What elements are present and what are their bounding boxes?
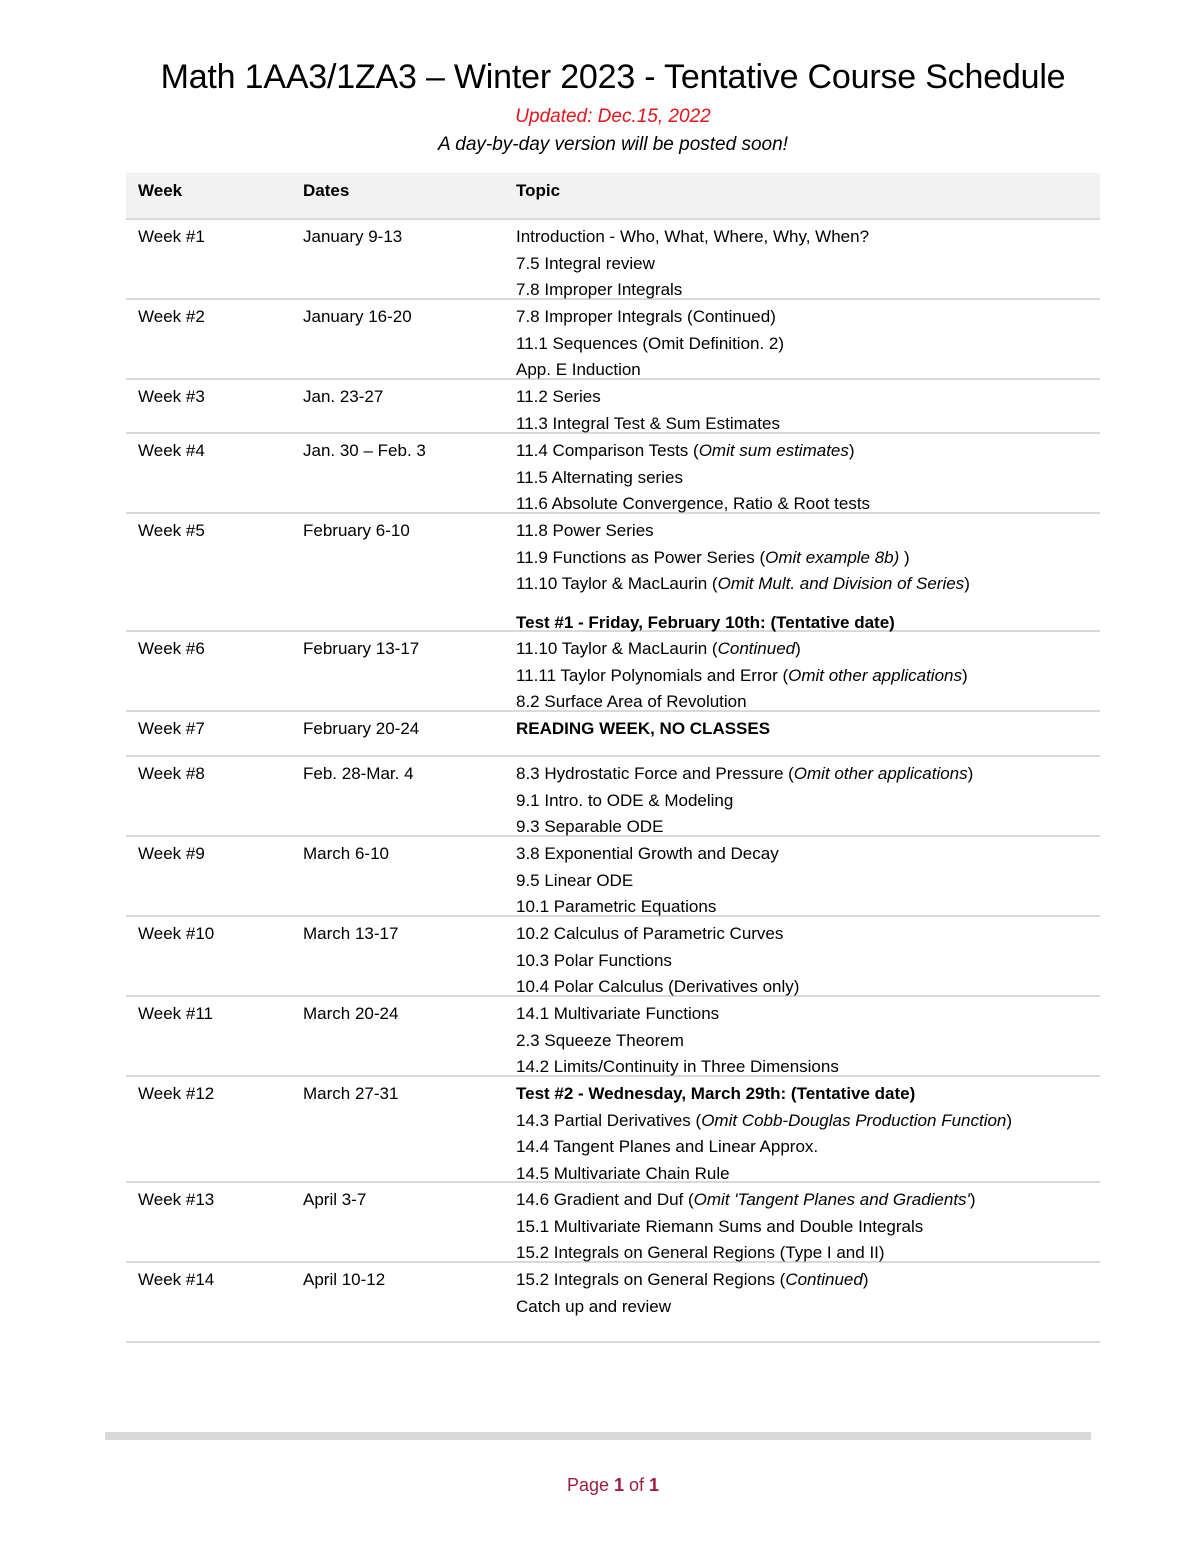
topic-text: 10.1 Parametric Equations [516,897,717,916]
topic-line [516,304,1100,331]
topic-text: 11.2 Series [516,387,601,406]
topic-text: 7.8 Improper Integrals (Continued) [516,307,776,326]
topic-text: 15.2 Integrals on General Regions (Type I and II) [516,1243,885,1262]
topic-cell [516,632,1100,710]
topic-text: 11.10 Taylor & MacLaurin ( [516,574,718,593]
topic-text: Catch up and review [516,1296,671,1316]
week-cell: Week #11 [138,1004,213,1023]
topic-text-suffix: ) [962,665,968,685]
dates-cell: January 16-20 [303,307,412,326]
week-cell: Week #14 [138,1270,215,1289]
dates-cell: Jan. 23-27 [303,387,384,406]
topic-text: 8.2 Surface Area of Revolution [516,692,747,711]
table-row [126,837,1100,917]
topic-text: 7.8 Improper Integrals [516,280,683,299]
topic-text: 15.1 Multivariate Riemann Sums and Double Integrals [516,1216,924,1236]
topic-text: READING WEEK, NO CLASSES [516,719,771,738]
topic-line [516,571,1100,598]
topic-text: 11.6 Absolute Convergence, Ratio & Root tests [516,494,871,513]
topic-text: 3.8 Exponential Growth and Decay [516,844,779,863]
topic-text: 2.3 Squeeze Theorem [516,1030,684,1050]
topic-text-suffix: ) [862,1270,869,1289]
topic-line [516,761,1100,788]
topic-line [516,331,1100,358]
topic-line [516,841,1100,868]
topic-line [516,1028,1100,1055]
week-cell: Week #5 [138,521,205,540]
topic-text: 14.6 Gradient and Duf ( [516,1190,694,1209]
table-row [126,220,1100,300]
topic-line [516,1187,1100,1214]
topic-line [516,788,1100,815]
dates-cell: March 20-24 [303,1004,399,1023]
dates-cell: March 6-10 [303,844,389,863]
topic-line [516,224,1100,251]
topic-text: 8.3 Hydrostatic Force and Pressure ( [516,764,794,783]
topic-italic-note: Omit example 8b) [765,547,900,567]
week-cell: Week #13 [138,1190,215,1209]
week-cell: Week #4 [138,441,205,460]
topic-cell [516,1263,1100,1341]
dates-cell: Jan. 30 – Feb. 3 [303,441,426,460]
week-cell: Week #3 [138,387,205,406]
dates-cell: March 27-31 [303,1084,399,1103]
week-cell: Week #1 [138,227,205,246]
dates-cell: February 6-10 [303,521,410,540]
topic-line [516,663,1100,690]
topic-line [516,1081,1100,1108]
topic-cell [516,380,1100,432]
page-label: Page [566,1475,614,1495]
topic-text: 11.10 Taylor & MacLaurin ( [516,639,718,658]
table-row [126,1263,1100,1343]
schedule-table [126,173,1100,1343]
dates-cell: January 9-13 [303,227,403,246]
topic-text-suffix: ) [967,764,974,783]
topic-cell [516,1183,1100,1261]
topic-italic-note: Omit other applications [793,764,968,783]
topic-line [516,1214,1100,1241]
week-cell: Week #8 [138,764,205,783]
topic-cell [516,917,1100,995]
updated-date: Updated: Dec.15, 2022 [515,106,711,127]
topic-text: 14.5 Multivariate Chain Rule [516,1163,730,1183]
dates-cell: Feb. 28-Mar. 4 [303,764,414,783]
topic-text: 11.4 Comparison Tests ( [516,441,699,460]
topic-italic-note: Omit Mult. and Division of Series [717,574,965,593]
week-cell: Week #6 [138,639,205,658]
topic-line [516,948,1100,975]
topic-cell [516,220,1100,298]
topic-text: 9.5 Linear ODE [516,870,634,890]
topic-text: Test #2 - Wednesday, March 29th: (Tentative date) [516,1084,916,1103]
week-cell: Week #7 [138,719,205,738]
topic-line [516,384,1100,411]
topic-cell [516,997,1100,1075]
topic-italic-note: Omit sum estimates [698,441,849,460]
topic-italic-note: Omit other applications [788,665,962,685]
topic-text: 10.4 Polar Calculus (Derivatives only) [516,977,800,996]
topic-cell [516,1077,1100,1181]
topic-italic-note: Continued [717,639,796,658]
page-number [0,1475,1200,1496]
page-total: 1 [649,1475,660,1495]
topic-line [516,251,1100,278]
topic-cell [516,712,1100,755]
topic-text: 9.1 Intro. to ODE & Modeling [516,790,734,810]
topic-line [516,1294,1100,1321]
topic-line [516,1267,1100,1294]
topic-text: Introduction - Who, What, Where, Why, When? [516,227,870,246]
topic-text: 11.1 Sequences (Omit Definition. 2) [516,333,785,353]
topic-line [516,1134,1100,1161]
topic-line [516,868,1100,895]
table-row [126,632,1100,712]
header-dates: Dates [303,181,350,200]
topic-cell [516,434,1100,512]
topic-text: App. E Induction [516,360,641,379]
topic-text: 10.3 Polar Functions [516,950,672,970]
dates-cell: February 13-17 [303,639,420,658]
week-cell: Week #12 [138,1084,215,1103]
topic-text: 15.2 Integrals on General Regions ( [516,1270,786,1289]
header-topic: Topic [516,181,561,200]
topic-italic-note: Continued [785,1270,863,1289]
topic-text: 9.3 Separable ODE [516,817,664,836]
dates-cell: February 20-24 [303,719,420,738]
topic-text: 11.8 Power Series [516,521,654,540]
header-week: Week [138,181,183,200]
page-of-label: of [624,1475,650,1495]
topic-text-suffix: ) [899,547,910,567]
topic-cell [516,514,1100,630]
topic-text-suffix: ) [969,1190,976,1209]
topic-text-suffix: ) [795,639,801,658]
document-subtitle: A day-by-day version will be posted soon! [438,134,788,155]
topic-text: 11.11 Taylor Polynomials and Error ( [516,665,789,685]
topic-text: 11.9 Functions as Power Series ( [516,547,766,567]
table-row [126,300,1100,380]
table-row [126,1183,1100,1263]
topic-line [516,1108,1100,1135]
table-header [126,173,1100,220]
table-row [126,757,1100,837]
table-row [126,380,1100,434]
topic-text: 14.4 Tangent Planes and Linear Approx. [516,1137,819,1156]
table-row [126,514,1100,632]
topic-text: 14.1 Multivariate Functions [516,1004,720,1023]
table-row [126,917,1100,997]
topic-text: Test #1 - Friday, February 10th: (Tentative date) [516,612,895,632]
topic-italic-note: Omit Cobb-Douglas Production Function [701,1110,1007,1130]
topic-cell [516,300,1100,378]
week-cell: Week #10 [138,924,215,943]
topic-text: 7.5 Integral review [516,253,655,273]
table-row [126,712,1100,757]
topic-line [516,921,1100,948]
topic-cell [516,837,1100,915]
topic-text: 11.5 Alternating series [516,467,683,487]
topic-text: 11.3 Integral Test & Sum Estimates [516,413,780,433]
dates-cell: April 10-12 [303,1270,386,1289]
week-cell: Week #2 [138,307,205,326]
topic-text-suffix: ) [964,574,970,593]
topic-text: 14.2 Limits/Continuity in Three Dimensions [516,1057,839,1076]
topic-line [516,716,1100,743]
document-title: Math 1AA3/1ZA3 – Winter 2023 - Tentative Course Schedule [160,58,1066,96]
topic-line [516,636,1100,663]
topic-line [516,545,1100,572]
topic-line [516,438,1100,465]
topic-cell [516,757,1100,835]
topic-text: 14.3 Partial Derivatives ( [516,1110,702,1130]
topic-text: 10.2 Calculus of Parametric Curves [516,924,784,943]
topic-text-suffix: ) [1006,1110,1013,1130]
dates-cell: March 13-17 [303,924,399,943]
topic-text-suffix: ) [848,441,855,460]
footer-divider [105,1432,1091,1440]
topic-line [516,1001,1100,1028]
dates-cell: April 3-7 [303,1190,367,1209]
table-row [126,997,1100,1077]
table-row [126,434,1100,514]
page-current: 1 [614,1475,625,1495]
topic-italic-note: Omit 'Tangent Planes and Gradients' [693,1190,970,1209]
table-row [126,1077,1100,1183]
week-cell: Week #9 [138,844,205,863]
topic-line [516,465,1100,492]
topic-line [516,518,1100,545]
